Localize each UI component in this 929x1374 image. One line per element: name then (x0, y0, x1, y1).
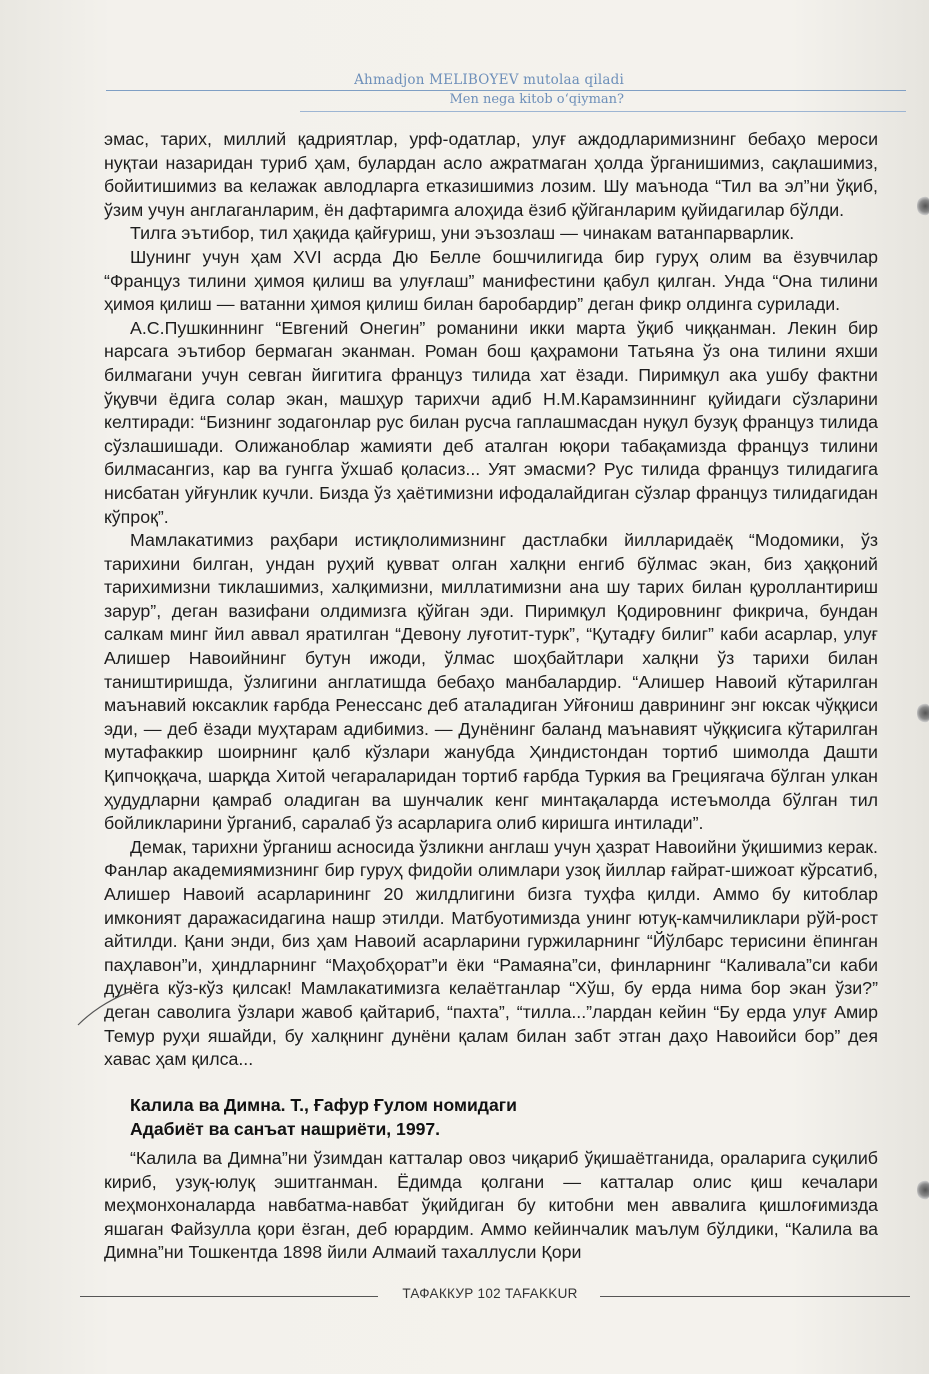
binder-hole (917, 703, 929, 723)
binder-hole (917, 1180, 929, 1200)
running-header-title: Men nega kitob o‘qiyman? (449, 92, 624, 107)
page-footer (80, 1286, 910, 1306)
paragraph: Мамлакатимиз раҳбари истиқлолимизнинг дастлабки йилларидаёқ “Модомики, ўз тарихини билган, ундан руҳий қувват олган халқни енгиб бўлмас экан, биз ҳаққоний тарихимизни тиклашимиз, халқимизни, миллатимизни ана шу тарих билан қуроллантириш зарур”, деган вазифани олдимизга қўйган эди. Пиримқул Қодировнинг фикрича, бундан салкам минг йил аввал яратилган “Девону луғотит-турк”, “Қутадғу билиг” каби асарлар, улуғ Алишер Навоийнинг бутун ижоди, ўлмас шоҳбайтлари халқни ўз тарихи билан таништиришда, ўзлигини англатишда бебаҳо манбалардир. “Алишер Навоий кўтарилган маънавий юксаклик ғарбда Ренессанс деб аталадиган Уйғониш даврининг энг юксак чўққиси эди, — деб ёзади муҳтарам адибимиз. — Дунёнинг баланд маънавият чўққисига кўтарилган мутафаккир шоирнинг қалб кўзлари жанубда Ҳиндистондан тортиб шимолда Дашти Қипчоққача, шарқда Хитой чегараларидан тортиб ғарбда Туркия ва Грециягача бўлган улкан ҳудудларни қамраб оладиган ва шунчалик кенг минтақаларда истеъмолда бўлган тил бойликларини ўрганиб, саралаб ўз асарларига олиб киришга интилади”. (104, 530, 878, 834)
paragraph: Демак, тарихни ўрганиш асносида ўзликни англаш учун ҳазрат Навоийни ўқишимиз керак. Фанлар академиямизнинг бир гуруҳ фидойи олимлари узоқ йиллар ғайрат-шижоат кўрсатиб, Алишер Навоий асарларининг 20 жилдлигини бизга туҳфа қилди. Аммо бу китоблар имконият даражасидагина нашр этилди. Матбуотимизда унинг ютуқ-камчиликлари рўй-рост айтилди. Қани энди, биз ҳам Навоий асарларини гуржиларнинг “Йўлбарс терисини ёпинган паҳлавон”и, ҳиндларнинг “Маҳобҳорат”и ёки “Рамаяна”си, финларнинг “Каливала”си каби дунёга кўз-кўз қилсак! Мамлакатимизга келаётганлар “Хўш, бу ерда нима бор экан ўзи?” деган саволига ўзлари жавоб қайтариб, “пахта”, “тилла...”лардан кейин “Бу ерда улуғ Амир Темур руҳи яшайди, бу халқнинг дунёни қалам билан забт этган даҳо Навоийси бор” дея хавас ҳам қилса... (104, 836, 878, 1070)
footer-rule-left (80, 1296, 378, 1297)
paragraph: А.С.Пушкиннинг “Евгений Онегин” романини икки марта ўқиб чиққанман. Лекин бир нарсага эътибор бермаган эканман. Роман бош қаҳрамони Татьяна ўз она тилини яхши билмагани учун севган йигитига француз тилида хат ёзади. Пиримқул ака ушбу фактни ўқувчи ёдига солар экан, машҳур тарихчи адиб Н.М.Карамзиннинг қуйидаги сўзларини келтиради: “Бизнинг зодагонлар рус билан русча гаплашмасдан нуқул бузуқ француз тилида сўзлашишади. Олижаноблар жамияти деб аталган юқори табақамизда француз тилини билмасангиз, кар ва гунгга ўхшаб қоласиз... Уят эмасми? Рус тилида француз тилидагига нисбатан уйғунлик кучли. Бизда ўз ҳаётимизни ифодалайдиган сўзлар француз тилидагидан кўпроқ”. (104, 317, 878, 527)
book-citation-heading (130, 1094, 830, 1141)
header-rule-lower (300, 111, 906, 112)
header-rule (106, 90, 906, 91)
book-publisher-line: Адабиёт ва санъат нашриёти, 1997. (130, 1118, 441, 1139)
paragraph: Тилга эътибор, тил ҳақида қайғуриш, уни эъзозлаш — чинакам ватанпарварлик. (130, 223, 795, 244)
article-body (104, 128, 878, 1072)
paragraph: эмас, тарих, миллий қадриятлар, урф-одатлар, улуғ аждодларимизнинг бебаҳо мероси нуқтаи назаридан туриб ҳам, булардан асло ажратмаган ҳолда ўрганишимиз, сақлашимиз, бойитишимиз ва келажак авлодларга етказишимиз лозим. Шу маънода “Тил ва эл”ни ўқиб, ўзим учун англаганларим, ён дафтаримга алоҳида ёзиб қўйганларим қуйидагилар бўлди. (104, 129, 878, 220)
paragraph: “Калила ва Димна”ни ўзимдан катталар овоз чиқариб ўқишаётганида, ораларига суқилиб кириб, узуқ-юлуқ эшитганман. Ёдимда қолгани — катталар олис қиш кечалари меҳмонхоналарда навбатма-навбат ўқийдиган бу китобни мен аввалига қишлоғимизда яшаган Файзулла қори ёзган, деб юрардим. Аммо кейинчалик маълум бўлдики, “Калила ва Димна”ни Тошкентда 1898 йили Алмаий тахаллусли Қори (104, 1148, 878, 1263)
paragraph: Шунинг учун ҳам XVI асрда Дю Белле бошчилигида бир гуруҳ олим ва ёзувчилар “Француз тилини ҳимоя қилиш ва улуғлаш” манифестини қабул қилган. Унда “Она тилини ҳимоя қилиш — ватанни ҳимоя қилиш билан баробардир” деган фикр олдинга сурилади. (104, 246, 878, 315)
running-header-author: Ahmadjon MELIBOYEV mutolaa qiladi (354, 72, 624, 88)
footer-rule-right (600, 1296, 910, 1297)
book-review-body (104, 1147, 878, 1265)
binder-hole (917, 196, 929, 216)
pencil-mark (76, 987, 136, 1027)
footer-page-number: ТАФАККУР 102 TAFAKKUR (402, 1286, 578, 1301)
book-title-line: Калила ва Димна. Т., Ғафур Ғулом номидаги (130, 1095, 517, 1115)
